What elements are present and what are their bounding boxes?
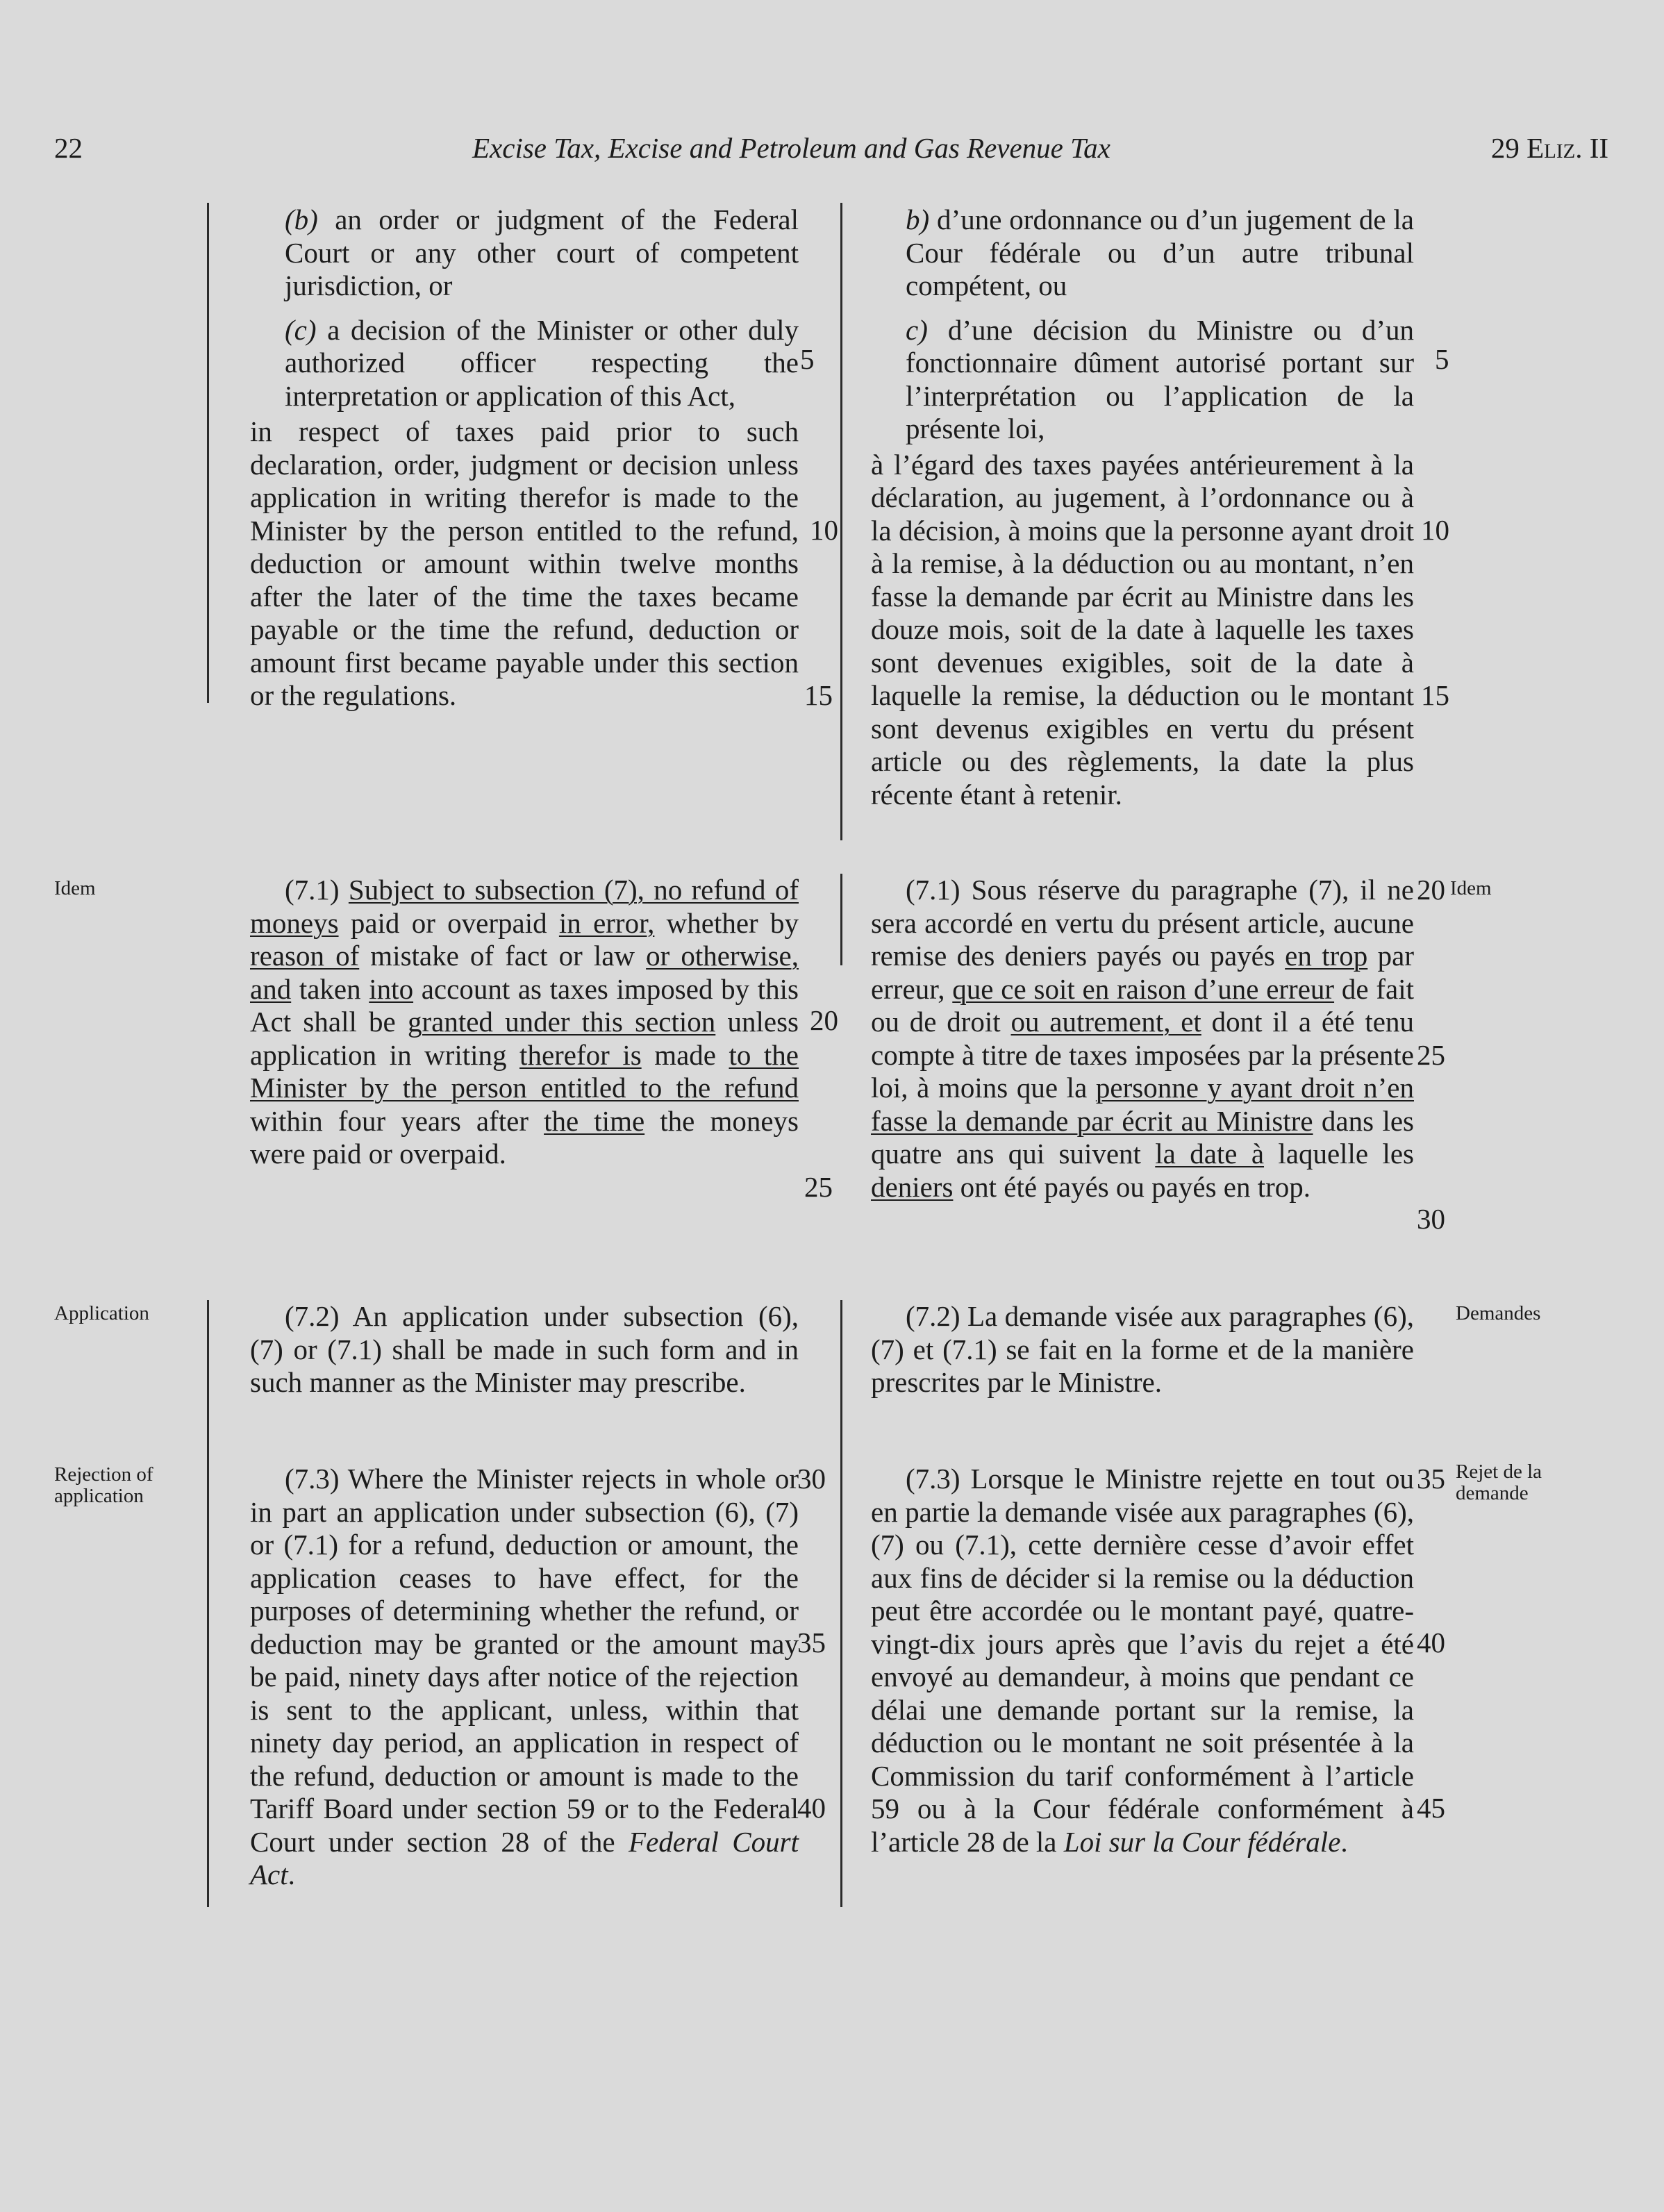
- line-number: 30: [1417, 1203, 1445, 1235]
- line-number: 5: [1435, 343, 1449, 375]
- act-title: Loi sur la Cour fédérale: [1063, 1825, 1341, 1858]
- act-title: Federal Court Act: [250, 1825, 799, 1890]
- margin-note-demandes: Demandes: [1456, 1302, 1541, 1324]
- margin-note-idem: Idem: [54, 877, 96, 899]
- amendment-bar: [207, 203, 209, 703]
- line-number: 35: [797, 1627, 826, 1658]
- line-number: 35: [1417, 1463, 1445, 1495]
- paragraph-tail: à l’égard des taxes payées antérieurement à la déclaration, au jugement, à l’ordonnance ou à la décision, à moins que la personne ayant droit à la remise, à la déduction ou au montant, n’en fasse la demande par écrit au Ministre dans les douze mois, soit de la date à laquelle les taxes sont devenues exigibles, soit de la date à laquelle la remise, la déduction ou le montant sont devenus exigibles en vertu du présent article ou des règlements, la date la plus récente étant à retenir.: [871, 448, 1414, 810]
- subsection-7-2-french: (7.2) La demande visée aux paragraphes (6), (7) et (7.1) se fait en la forme et de la manière prescrites par le Ministre.: [871, 1300, 1414, 1398]
- margin-note-rejection-of-application: Rejection of application: [54, 1463, 153, 1507]
- amendment-bar: [840, 874, 842, 965]
- paragraph-b: (b) an order or judgment of the Federal Court or any other court of competent jurisdiction, or: [285, 203, 799, 301]
- item-label: (b): [285, 203, 318, 235]
- paragraph-b: b) d’une ordonnance ou d’un jugement de la Cour fédérale ou d’un autre tribunal compétent, ou: [906, 203, 1414, 301]
- line-number: 10: [810, 514, 838, 546]
- paragraph-c: c) d’une décision du Ministre ou d’un fonctionnaire dûment autorisé portant sur l’interprétation ou l’application de la présente loi,: [906, 313, 1414, 444]
- line-number: 30: [797, 1463, 826, 1495]
- line-number: 20: [1417, 874, 1445, 906]
- block1-english: [250, 203, 799, 713]
- page-number: 22: [54, 132, 83, 164]
- line-number: 15: [804, 679, 833, 711]
- line-number: 25: [1417, 1039, 1445, 1071]
- item-label: b): [906, 203, 930, 235]
- line-number: 20: [810, 1004, 838, 1036]
- subsection-7-1-english: (7.1) Subject to subsection (7), no refund of moneys paid or overpaid in error, whether by reason of mistake of fact or law or otherwise, and taken into account as taxes imposed by this Act shall be granted under this section unless application in writing therefor is made to the Minister by the person entitled to the refund within four years after the time the moneys were paid or overpaid.: [250, 874, 799, 1170]
- amendment-bar: [840, 1300, 842, 1907]
- block1-french: [871, 203, 1414, 811]
- line-number: 15: [1421, 679, 1449, 711]
- regnal-year-number: 29: [1490, 132, 1520, 164]
- paragraph-tail: in respect of taxes paid prior to such declaration, order, judgment or decision unless application in writing therefor is made to the Minister by the person entitled to the refund, deduction or amount within twelve months after the later of the time the taxes became payable or the time the refund, deduction or amount first became payable under this section or the regulations.: [250, 415, 799, 711]
- line-number: 40: [797, 1792, 826, 1824]
- item-label: c): [906, 313, 928, 346]
- margin-note-application: Application: [54, 1302, 149, 1324]
- running-title: Excise Tax, Excise and Petroleum and Gas Revenue Tax: [472, 132, 1110, 164]
- margin-note-idem-fr: Idem: [1450, 877, 1492, 899]
- subsection-7-1-french: (7.1) Sous réserve du paragraphe (7), il ne sera accordé en vertu du présent article, aucune remise des deniers payés ou payés en trop par erreur, que ce soit en raison d’une erreur de fait ou de droit ou autrement, et dont il a été tenu compte à titre de taxes imposées par la présente loi, à moins que la personne y ayant droit n’en fasse la demande par écrit au Ministre dans les quatre ans qui suivent la date à laquelle les deniers ont été payés ou payés en trop.: [871, 874, 1415, 1203]
- subsection-7-3-english: (7.3) Where the Minister rejects in whole or in part an application under subsection (6), (7) or (7.1) for a refund, deduction or amount, the application ceases to have effect, for the purposes of determining whether the refund, or deduction may be granted or the amount may be paid, ninety days after notice of the rejection is sent to the applicant, unless, within that ninety day period, an application in respect of the refund, deduction or amount is made to the Tariff Board under section 59 or to the Federal Court under section 28 of the Federal Court Act.: [250, 1463, 799, 1890]
- line-number: 25: [804, 1171, 833, 1203]
- paragraph-c: (c) a decision of the Minister or other duly authorized officer respecting the interpretation or application of this Act,: [285, 313, 799, 412]
- subsection-7-3-french: (7.3) Lorsque le Ministre rejette en tout ou en partie la demande visée aux paragraphes (6), (7) ou (7.1), cette dernière cesse d’avoir effet aux fins de décider si la remise ou la déduction peut être accordée ou le montant payé, quatre-vingt-dix jours après que l’avis du rejet a été envoyé au demandeur, à moins que pendant ce délai une demande portant sur la remise, la déduction ou le montant ne soit présentée à la Commission du tarif conformément à l’article 59 ou à la Cour fédérale conformément à l’article 28 de la Loi sur la Cour fédérale.: [871, 1463, 1414, 1858]
- subsection-7-2-english: (7.2) An application under subsection (6), (7) or (7.1) shall be made in such form and in such manner as the Minister may prescribe.: [250, 1300, 799, 1398]
- line-number: 10: [1421, 514, 1449, 546]
- item-label: (c): [285, 313, 317, 346]
- line-number: 5: [800, 343, 815, 375]
- line-number: 45: [1417, 1792, 1445, 1824]
- line-number: 40: [1417, 1627, 1445, 1658]
- amendment-bar: [207, 1300, 209, 1907]
- amendment-bar: [840, 203, 842, 840]
- regnal-year-sovereign: Eliz. II: [1526, 132, 1608, 164]
- regnal-year: [1491, 127, 1608, 169]
- margin-note-rejet-de-la-demande: Rejet de la demande: [1456, 1461, 1542, 1504]
